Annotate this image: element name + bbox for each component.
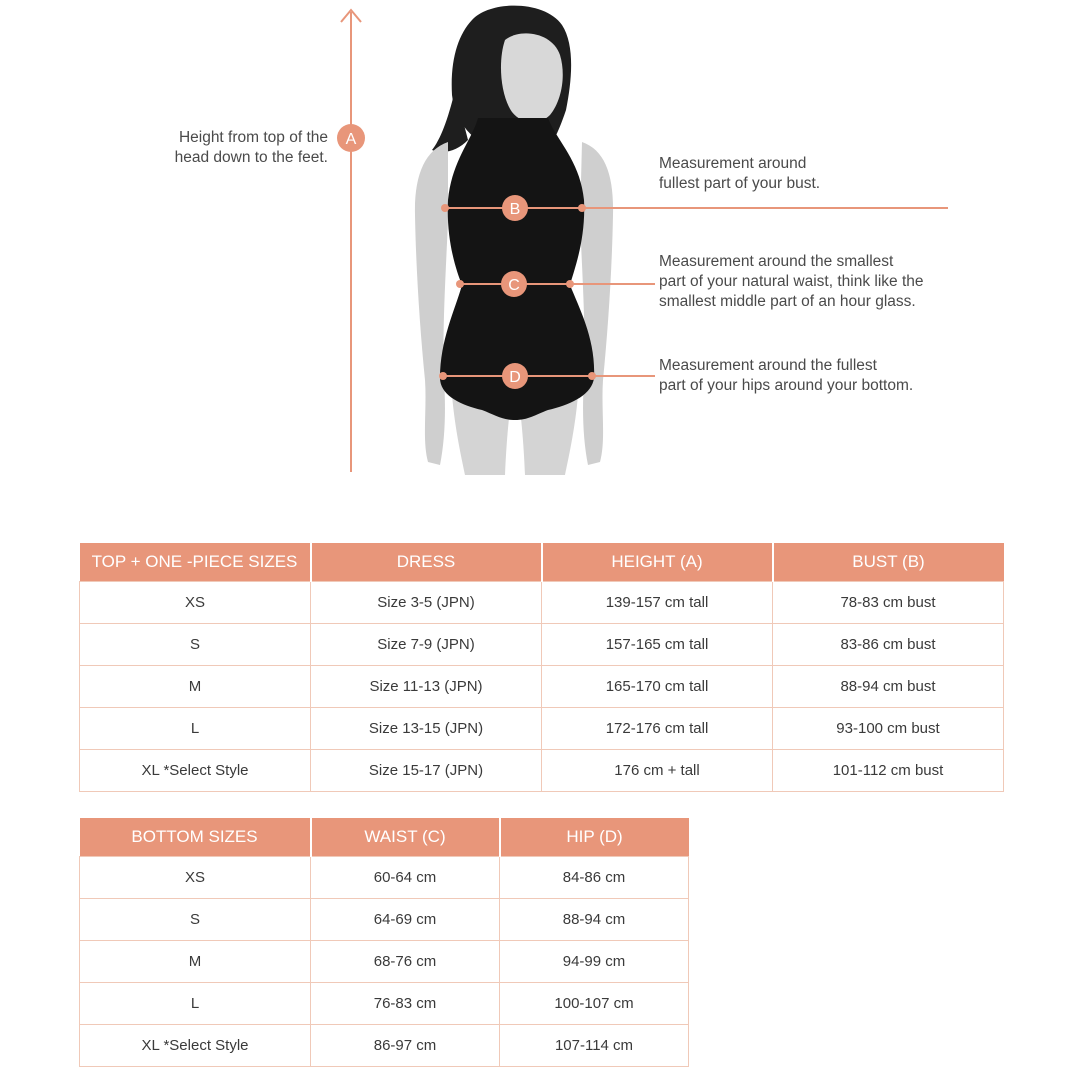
top-size-table — [79, 543, 1004, 792]
size-cell: XL *Select Style — [80, 1024, 311, 1066]
bust-description-line: Measurement around — [659, 155, 807, 172]
table-row — [80, 623, 1004, 665]
marker-d-label: D — [509, 369, 521, 386]
waist-description-line: Measurement around the smallest — [659, 253, 894, 270]
table-row — [80, 1024, 689, 1066]
header-bust: BUST (B) — [773, 543, 1004, 581]
hip-description-line: part of your hips around your bottom. — [659, 377, 914, 394]
hip-description — [659, 356, 1059, 396]
table-row — [80, 856, 689, 898]
bust-cell: 101-112 cm bust — [773, 749, 1004, 791]
waist-description-line: smallest middle part of an hour glass. — [659, 293, 916, 310]
height-description — [120, 128, 328, 168]
height-cell: 172-176 cm tall — [542, 707, 773, 749]
height-cell: 165-170 cm tall — [542, 665, 773, 707]
waist-cell: 60-64 cm — [311, 856, 500, 898]
model-figure — [415, 6, 613, 475]
dress-cell: Size 15-17 (JPN) — [311, 749, 542, 791]
waist-cell: 86-97 cm — [311, 1024, 500, 1066]
measurement-diagram — [0, 0, 1080, 500]
bust-cell: 93-100 cm bust — [773, 707, 1004, 749]
waist-cell: 64-69 cm — [311, 898, 500, 940]
height-description-line: Height from top of the — [178, 129, 328, 146]
bust-description — [659, 154, 1059, 194]
marker-b-label: B — [509, 201, 521, 218]
size-cell: XS — [80, 581, 311, 623]
header-height: HEIGHT (A) — [542, 543, 773, 581]
hip-cell: 84-86 cm — [500, 856, 689, 898]
table-header-row — [80, 818, 689, 856]
header-top-sizes: TOP + ONE -PIECE SIZES — [80, 543, 311, 581]
bust-cell: 88-94 cm bust — [773, 665, 1004, 707]
size-cell: L — [80, 707, 311, 749]
marker-a-label: A — [345, 131, 357, 148]
height-arrow — [341, 10, 361, 472]
waist-cell: 76-83 cm — [311, 982, 500, 1024]
size-cell: XL *Select Style — [80, 749, 311, 791]
header-hip: HIP (D) — [500, 818, 689, 856]
bottom-size-table — [79, 818, 689, 1067]
waist-description-line: part of your natural waist, think like the — [659, 273, 924, 290]
height-cell: 176 cm + tall — [542, 749, 773, 791]
size-cell: XS — [80, 856, 311, 898]
hip-cell: 88-94 cm — [500, 898, 689, 940]
table-row — [80, 898, 689, 940]
height-cell: 139-157 cm tall — [542, 581, 773, 623]
table-row — [80, 581, 1004, 623]
table-row — [80, 982, 689, 1024]
height-description-line: head down to the feet. — [174, 149, 328, 166]
dress-cell: Size 3-5 (JPN) — [311, 581, 542, 623]
hip-cell: 107-114 cm — [500, 1024, 689, 1066]
dress-cell: Size 11-13 (JPN) — [311, 665, 542, 707]
waist-description — [659, 252, 1069, 312]
table-row — [80, 940, 689, 982]
table-row — [80, 707, 1004, 749]
header-bottom-sizes: BOTTOM SIZES — [80, 818, 311, 856]
header-dress: DRESS — [311, 543, 542, 581]
table-row — [80, 665, 1004, 707]
size-cell: S — [80, 898, 311, 940]
height-cell: 157-165 cm tall — [542, 623, 773, 665]
bust-cell: 78-83 cm bust — [773, 581, 1004, 623]
header-waist: WAIST (C) — [311, 818, 500, 856]
table-row — [80, 749, 1004, 791]
size-cell: S — [80, 623, 311, 665]
bust-description-line: fullest part of your bust. — [659, 175, 821, 192]
size-cell: M — [80, 940, 311, 982]
hip-cell: 94-99 cm — [500, 940, 689, 982]
table-header-row — [80, 543, 1004, 581]
bust-cell: 83-86 cm bust — [773, 623, 1004, 665]
hip-description-line: Measurement around the fullest — [659, 357, 877, 374]
size-cell: M — [80, 665, 311, 707]
size-cell: L — [80, 982, 311, 1024]
hip-cell: 100-107 cm — [500, 982, 689, 1024]
dress-cell: Size 7-9 (JPN) — [311, 623, 542, 665]
waist-cell: 68-76 cm — [311, 940, 500, 982]
dress-cell: Size 13-15 (JPN) — [311, 707, 542, 749]
marker-c-label: C — [508, 277, 520, 294]
